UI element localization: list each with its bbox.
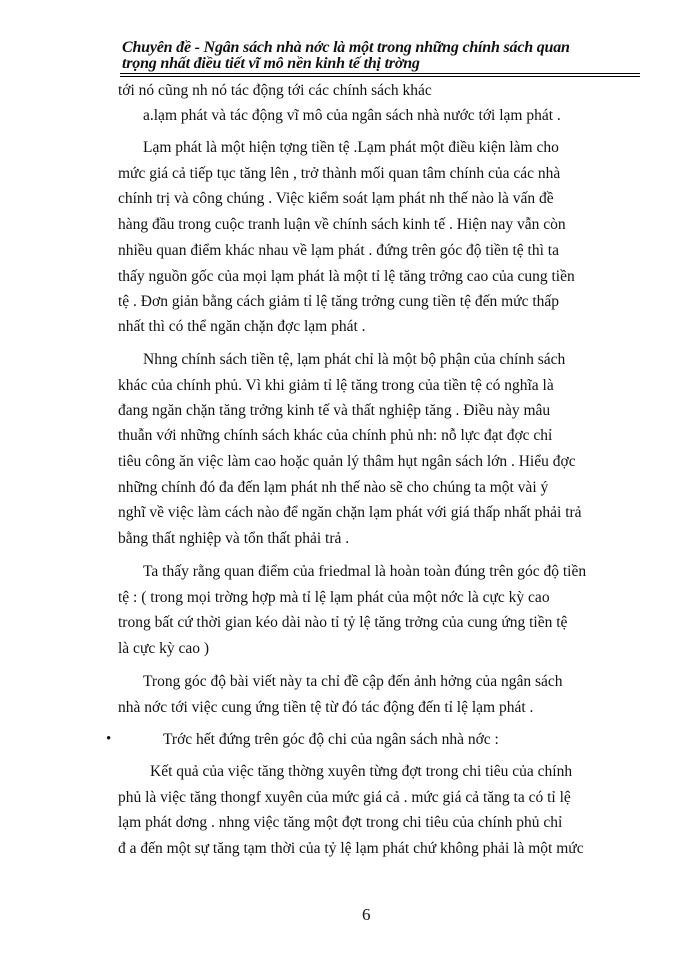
text-line: nghĩ về việc làm cách nào để ngăn chặn lạm phát với giá thấp nhất phải trả xyxy=(118,504,582,521)
text-line: mức giá cả tiếp tục tăng lên , trở thành mối quan tâm chính của các nhà xyxy=(118,165,561,182)
text-line: nhiều quan điểm khác nhau về lạm phát . đứng trên góc độ tiền tệ thì ta xyxy=(118,242,559,259)
text-line: phủ là việc tăng thongf xuyên của mức giá cả . mức giá cả tăng ta có tỉ lệ xyxy=(118,789,571,806)
text-line: khác của chính phủ. Vì khi giảm tỉ lệ tăng trong của tiền tệ có nghĩa là xyxy=(118,377,554,394)
text-line: tới nó cũng nh nó tác động tới các chính sách khác xyxy=(118,82,432,99)
text-line: Kết quả của việc tăng thờng xuyên từng đợt trong chi tiêu của chính xyxy=(150,763,573,780)
text-line: tệ . Đơn giản bằng cách giảm tỉ lệ tăng trởng cung tiền tệ đến mức thấp xyxy=(118,293,560,310)
text-line: là cực kỳ cao ) xyxy=(118,640,210,657)
text-line: những chính đó đa đến lạm phát nh thế nào sẽ cho chúng ta một vài ý xyxy=(118,479,549,496)
bullet-item-text: Trớc hết đứng trên góc độ chi của ngân sách nhà nớc : xyxy=(163,731,499,748)
text-line: đang ngăn chặn tăng trởng kinh tế và thất nghiệp tăng . Điều này mâu xyxy=(118,402,551,419)
text-line: chính trị và công chúng . Việc kiểm soát lạm phát nh thế nào là vấn đề xyxy=(118,190,554,207)
text-line: bằng thất nghiệp và tổn thất phải trả . xyxy=(118,530,350,547)
header-rule xyxy=(120,73,640,74)
text-line: nhà nớc tới việc cung ứng tiền tệ từ đó tác động đến tỉ lệ lạm phát . xyxy=(118,699,534,716)
text-line: nhất thì có thể ngăn chặn đợc lạm phát . xyxy=(118,318,366,335)
text-line: Nhng chính sách tiền tệ, lạm phát chỉ là một bộ phận của chính sách xyxy=(143,351,566,368)
text-line: Trong góc độ bài viết này ta chỉ đề cập đến ảnh hởng của ngân sách xyxy=(143,673,563,690)
header-line-1: Chuyên đề - Ngân sách nhà nớc là một trong những chính sách quan xyxy=(122,39,570,56)
text-line: hàng đầu trong cuộc tranh luận về chính sách kinh tế . Hiện nay vẫn còn xyxy=(118,216,566,233)
text-line: Ta thấy rằng quan điểm của friedmal là hoàn toàn đúng trên góc độ tiền xyxy=(143,563,587,580)
page-number: 6 xyxy=(362,905,371,924)
text-line: Lạm phát là một hiện tợng tiền tệ .Lạm phát một điều kiện làm cho xyxy=(143,139,559,156)
page-header xyxy=(122,40,622,72)
header-line-2: trọng nhất điều tiết vĩ mô nền kinh tế thị trờng xyxy=(122,55,420,72)
header-rule-2 xyxy=(120,76,640,77)
text-line: đ a đến một sự tăng tạm thời của tỷ lệ lạm phát chứ không phải là một mức xyxy=(118,840,584,857)
text-line: lạm phát dơng . nhng việc tăng một đợt trong chi tiêu của chính phủ chỉ xyxy=(118,814,563,831)
text-line: tiêu công ăn việc làm cao hoặc quản lý thâm hụt ngân sách lớn . Hiểu đợc xyxy=(118,453,576,470)
section-heading: a.lạm phát và tác động vĩ mô của ngân sách nhà nước tới lạm phát . xyxy=(143,107,561,124)
text-line: trong bất cứ thời gian kéo dài nào tỉ tỷ lệ tăng trởng của cung ứng tiền tệ xyxy=(118,614,568,631)
text-line: thấy nguồn gốc của mọi lạm phát là một tỉ lệ tăng trởng cao của cung tiền xyxy=(118,268,575,285)
text-line: tệ : ( trong mọi trờng hợp mà tỉ lệ lạm phát của một nớc là cực kỳ cao xyxy=(118,589,550,606)
text-line: thuẫn với những chính sách khác của chính phủ nh: nỗ lực đạt đợc chỉ xyxy=(118,427,553,444)
bullet-marker: • xyxy=(106,731,112,747)
